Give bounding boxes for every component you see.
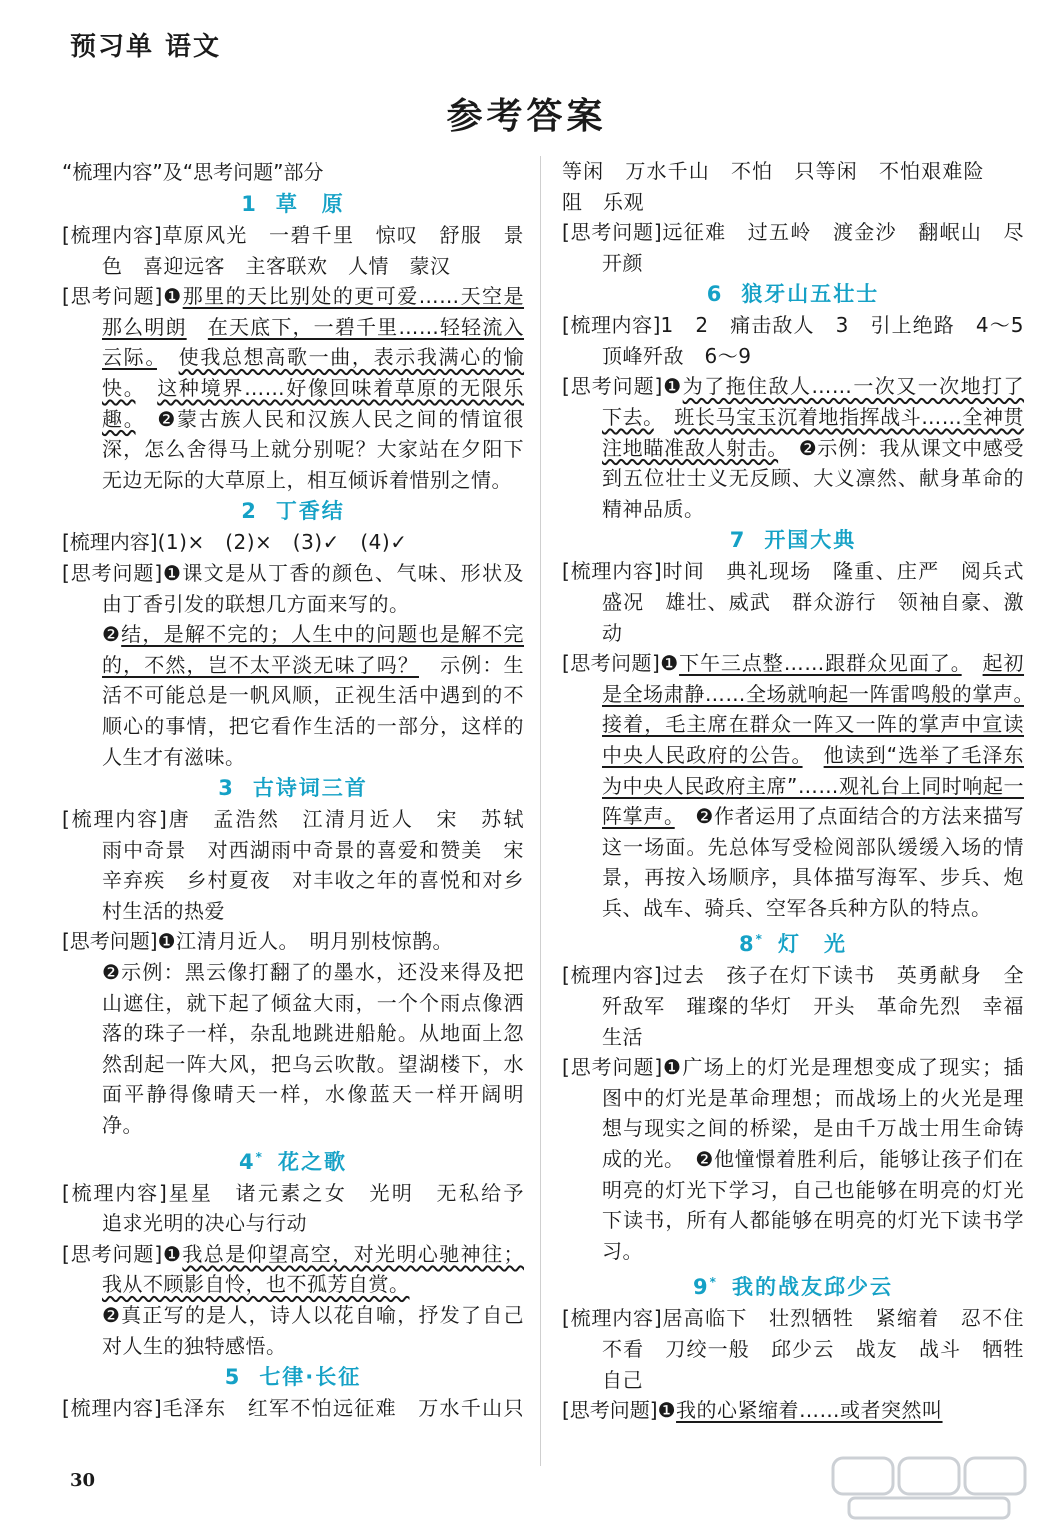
- section-2-sikao: [思考问题]❶课文是从丁香的颜色、气味、形状及由丁香引发的联想几方面来写的。 ❷结，是解不完的；人生中的问题也是解不完的，不然，岂不太平淡无味了吗？ 示例：生活不可能总是一帆风顺，正视生活中遇到的不顺心的事情，把它看作生活的一部分，这样的人生才有滋味。: [62, 560, 525, 769]
- section-4-title: 4* 花之歌: [239, 1149, 347, 1174]
- section-1-title: 1 草 原: [241, 192, 345, 216]
- left-column: [62, 156, 545, 1423]
- section-9-title: 9* 我的战友邱少云: [693, 1275, 893, 1300]
- section-3-shuli: [梳理内容]唐 孟浩然 江清月近人 宋 苏轼 雨中奇景 对西湖雨中奇景的喜爱和赞美 宋 辛弃疾 乡村夏夜 对丰收之年的喜悦和对乡村生活的热爱: [62, 807, 545, 923]
- right-column: [562, 156, 1045, 1426]
- section-8-shuli: [梳理内容]过去 孩子在灯下读书 英勇献身 全歼敌军 璀璨的华灯 开头 革命先烈 幸福生活: [562, 963, 1024, 1049]
- section-6-shuli: [梳理内容]1 2 痛击敌人 3 引上绝路 4～5 顶峰歼敌 6～9: [562, 313, 1045, 368]
- section-2-title: 2 丁香结: [241, 499, 345, 524]
- section-5-shuli-continued: 等闲 万水千山 不怕 只等闲 不怕艰难险阻 乐观: [562, 159, 984, 214]
- section-4-shuli: [梳理内容]星星 诸元素之女 光明 无私给予 追求光明的决心与行动: [62, 1180, 545, 1236]
- section-1-shuli: [梳理内容]草原风光 一碧千里 惊叹 舒服 景色 喜迎远客 主客联欢 人情 蒙汉: [62, 223, 524, 278]
- book-header: 预习单 语文: [70, 32, 222, 62]
- section-4-sikao: [思考问题]❶我总是仰望高空，对光明心驰神往；我从不顾影自怜，也不孤芳自赏。 ❷真正写的是人，诗人以花自喻，抒发了自己对人生的独特感悟。: [62, 1241, 524, 1358]
- section-7-sikao: [思考问题]❶下午三点整……跟群众见面了。 起初是全场肃静……全场就响起一阵雷鸣般的掌声。 接着，毛主席在群众一阵又一阵的掌声中宣读中央人民政府的公告。 他读到“选举了毛泽东为中央人民政府主席”……观礼台上同时响起一阵掌声。 ❷作者运用了点面结合的方法来描写这一场面。先总体写受检阅部队缓缓入场的情景，再按入场顺序，具体描写海军、步兵、炮兵、战车、骑兵、空军各兵种方队的特点。: [562, 651, 1025, 920]
- section-6-title: 6 狼牙山五壮士: [706, 282, 880, 307]
- section-3-sikao: [思考问题]❶江清月近人。 明月别枝惊鹊。 ❷示例：黑云像打翻了的墨水，还没来得及把山遮住，就下起了倾盆大雨，一个个雨点像洒落的珠子一样，杂乱地跳进船舱。从地面上忽然刮起一阵大风，把乌云吹散。望湖楼下，水面平静得像晴天一样，水像蓝天一样开阔明净。: [62, 929, 524, 1138]
- section-7-title: 7 开国大典: [729, 528, 857, 553]
- section-8-sikao: [思考问题]❶广场上的灯光是理想变成了现实；插图中的灯光是革命理想；而战场上的火光是理想与现实之间的桥梁，是由千万战士用生命铸成的光。 ❷他憧憬着胜利后，能够让孩子们在明亮的灯光下学习，自己也能够在明亮的灯光下读书，所有人都能够在明亮的灯光下读书学习。: [562, 1055, 1024, 1263]
- section-6-sikao: [思考问题]❶为了拖住敌人……一次又一次地打了下去。 班长马宝玉沉着地指挥战斗……全神贯注地瞄准敌人射击。 ❷示例：我从课文中感受到五位壮士义无反顾、大义凛然、献身革命的精神品质。: [562, 374, 1025, 521]
- section-5-sikao: [思考问题]远征难 过五岭 渡金沙 翻岷山 尽开颜: [562, 220, 1024, 275]
- watermark-logo-icon: [829, 1452, 1029, 1522]
- section-5-title: 5 七律·长征: [224, 1365, 362, 1390]
- section-5-shuli: [梳理内容]毛泽东 红军不怕远征难 万水千山只: [62, 1396, 524, 1421]
- section-2-shuli: [梳理内容](1)× (2)× (3)✓ (4)✓: [62, 530, 408, 555]
- part-title: “梳理内容”及“思考问题”部分: [62, 160, 324, 184]
- section-7-shuli: [梳理内容]时间 典礼现场 隆重、庄严 阅兵式盛况 雄壮、威武 群众游行 领袖自豪、激动: [562, 559, 1024, 645]
- section-1-sikao: [思考问题]❶那里的天比别处的更可爱……天空是那么明朗 在天底下，一碧千里……轻轻流入云际。 使我总想高歌一曲，表示我满心的愉快。 这种境界……好像回味着草原的无限乐趣。 ❷蒙古族人民和汉族人民之间的情谊很深，怎么舍得马上就分别呢？大家站在夕阳下无边无际的大草原上，相互倾诉着惜别之情。: [62, 284, 525, 492]
- section-3-title: 3 古诗词三首: [218, 776, 368, 801]
- section-9-shuli: [梳理内容]居高临下 壮烈牺牲 紧缩着 忍不住不看 刀绞一般 邱少云 战友 战斗 牺牲自己: [562, 1306, 1024, 1392]
- section-9-sikao: [思考问题]❶我的心紧缩着……或者突然叫: [562, 1398, 943, 1423]
- page-title: 参考答案: [446, 95, 607, 137]
- page-number: 30: [70, 1470, 96, 1491]
- section-8-title: 8* 灯 光: [739, 932, 847, 957]
